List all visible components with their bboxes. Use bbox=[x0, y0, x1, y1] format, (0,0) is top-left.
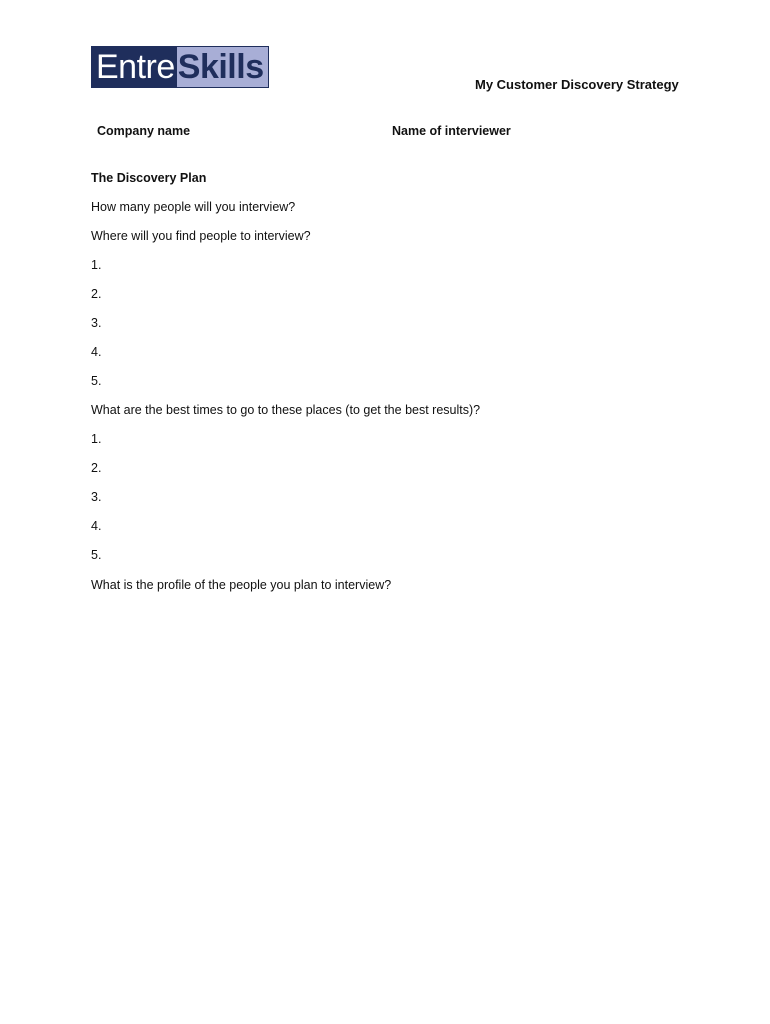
discovery-plan-heading: The Discovery Plan bbox=[91, 171, 207, 185]
times-item-2: 2. bbox=[91, 461, 102, 475]
where-item-4: 4. bbox=[91, 345, 102, 359]
times-item-5: 5. bbox=[91, 548, 102, 562]
document-title: My Customer Discovery Strategy bbox=[475, 77, 679, 92]
question-where: Where will you find people to interview? bbox=[91, 229, 311, 243]
logo-text-skills: Skills bbox=[177, 47, 268, 87]
where-item-2: 2. bbox=[91, 287, 102, 301]
where-item-3: 3. bbox=[91, 316, 102, 330]
question-best-times: What are the best times to go to these places (to get the best results)? bbox=[91, 403, 481, 417]
where-item-1: 1. bbox=[91, 258, 102, 272]
question-profile: What is the profile of the people you plan to interview? bbox=[91, 578, 392, 592]
entreskills-logo bbox=[91, 46, 269, 88]
interviewer-name-label: Name of interviewer bbox=[392, 124, 511, 138]
logo-text-entre: Entre bbox=[92, 47, 177, 87]
times-item-3: 3. bbox=[91, 490, 102, 504]
times-item-1: 1. bbox=[91, 432, 102, 446]
where-item-5: 5. bbox=[91, 374, 102, 388]
company-name-label: Company name bbox=[97, 124, 191, 138]
times-item-4: 4. bbox=[91, 519, 102, 533]
question-how-many: How many people will you interview? bbox=[91, 200, 296, 214]
